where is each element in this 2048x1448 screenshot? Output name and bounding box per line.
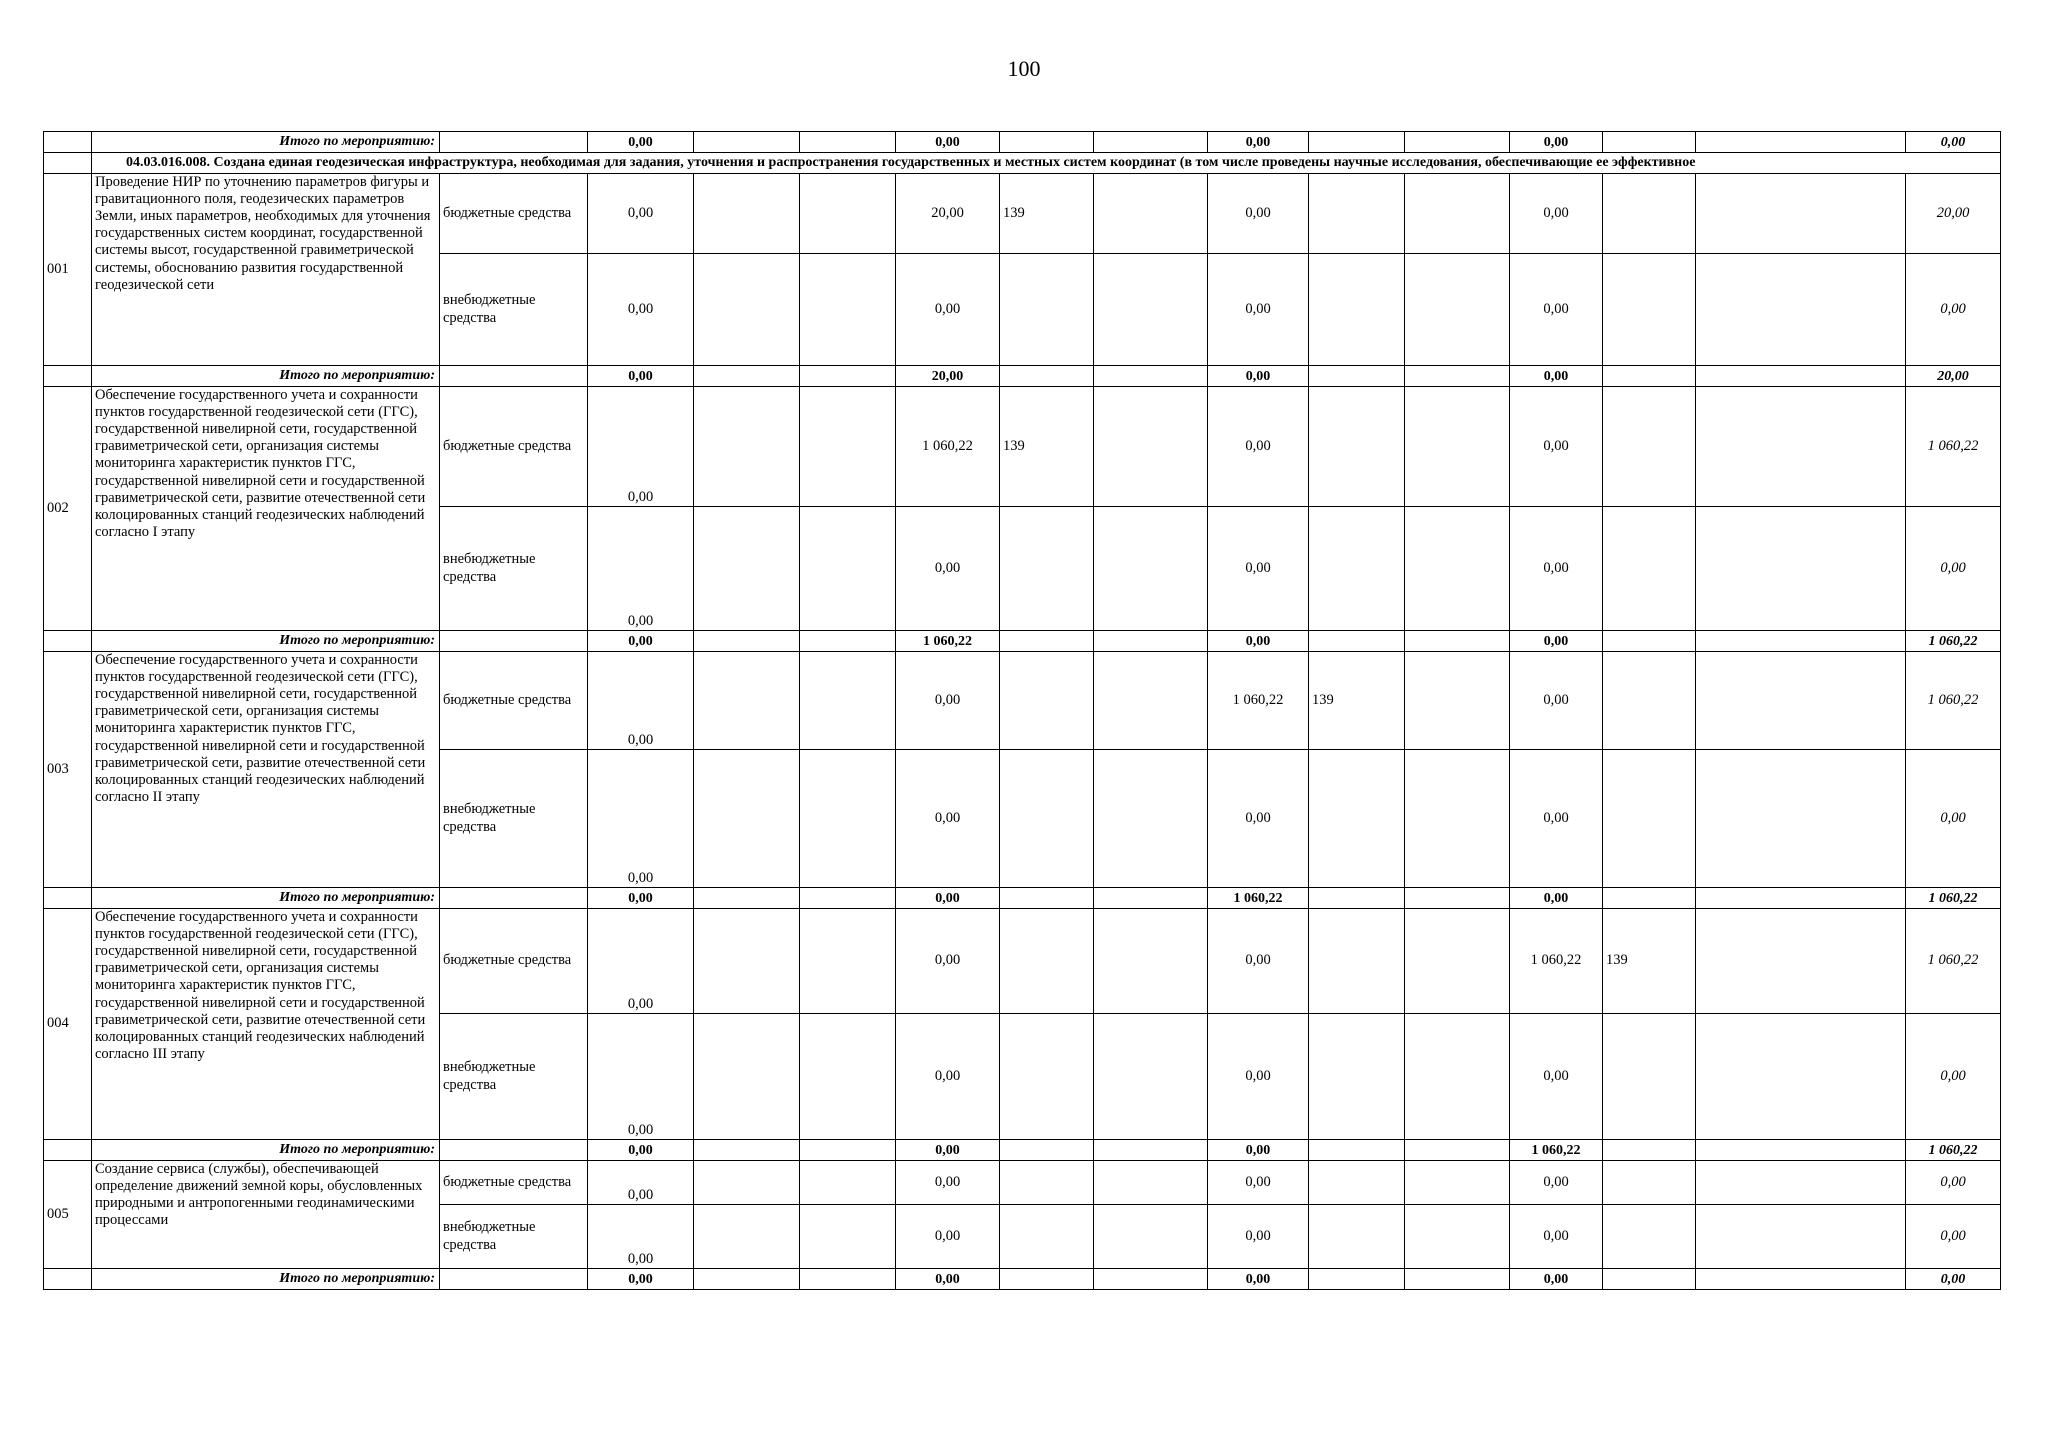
- year4-code: [1603, 507, 1696, 631]
- empty-cell: [1696, 1014, 1906, 1140]
- empty-cell: [1094, 174, 1208, 254]
- year3-value: 0,00: [1208, 387, 1309, 507]
- empty-cell: [1603, 1140, 1696, 1161]
- event-description: Обеспечение государственного учета и сохранности пунктов государственной геодезической сети (ГГС), государственной нивелирной сети, государственной гравиметрической сети, организация системы мониторинга характеристик пунктов ГГС, государственной нивелирной сети и государственной гравиметрической сети, развитие отечественной сети колоцированных станций геодезических наблюдений согласно II этапу: [92, 652, 440, 888]
- total-label: Итого по мероприятию:: [92, 366, 440, 387]
- empty-cell: [1000, 888, 1094, 909]
- empty-cell: [1696, 631, 1906, 652]
- year4-code: [1603, 387, 1696, 507]
- empty-cell: [1696, 507, 1906, 631]
- empty-cell: [1094, 1140, 1208, 1161]
- year3-value: 0,00: [1208, 909, 1309, 1014]
- total-value: 0,00: [1208, 631, 1309, 652]
- empty-cell: [1094, 387, 1208, 507]
- empty-cell: [1094, 1014, 1208, 1140]
- empty-cell: [694, 1140, 800, 1161]
- empty-cell: [1405, 387, 1510, 507]
- empty-cell: [1094, 507, 1208, 631]
- index-cell: [44, 1269, 92, 1290]
- year4-code: [1603, 1205, 1696, 1269]
- year2-code: [1000, 652, 1094, 750]
- empty-cell: [1603, 1269, 1696, 1290]
- year2-code: [1000, 507, 1094, 631]
- empty-cell: [694, 174, 800, 254]
- empty-cell: [1000, 132, 1094, 153]
- year3-value: 0,00: [1208, 1161, 1309, 1205]
- total-sum-value: 20,00: [1906, 174, 2001, 254]
- empty-cell: [1405, 631, 1510, 652]
- total-value: 0,00: [1510, 366, 1603, 387]
- empty-cell: [694, 254, 800, 366]
- empty-cell: [694, 631, 800, 652]
- empty-cell: [1696, 888, 1906, 909]
- empty-cell: [1309, 631, 1405, 652]
- budget-row: [44, 652, 2001, 750]
- event-number: 004: [44, 909, 92, 1140]
- empty-cell: [694, 1269, 800, 1290]
- empty-cell: [1094, 1205, 1208, 1269]
- empty-cell: [694, 387, 800, 507]
- total-value: 0,00: [1208, 366, 1309, 387]
- empty-cell: [800, 507, 896, 631]
- year3-code: 139: [1309, 652, 1405, 750]
- year1-value: 0,00: [588, 652, 694, 750]
- total-value: 0,00: [1208, 1140, 1309, 1161]
- year3-code: [1309, 909, 1405, 1014]
- event-number: 002: [44, 387, 92, 631]
- empty-cell: [694, 652, 800, 750]
- year4-code: [1603, 652, 1696, 750]
- funding-source: внебюджетные средства: [440, 507, 588, 631]
- empty-cell: [1094, 888, 1208, 909]
- year1-value: 0,00: [588, 174, 694, 254]
- funding-source: бюджетные средства: [440, 1161, 588, 1205]
- total-sum-value: 1 060,22: [1906, 631, 2001, 652]
- empty-cell: [1000, 366, 1094, 387]
- empty-cell: [440, 1140, 588, 1161]
- empty-cell: [1000, 1269, 1094, 1290]
- year2-code: [1000, 1205, 1094, 1269]
- empty-cell: [800, 1014, 896, 1140]
- event-number: 005: [44, 1161, 92, 1269]
- year4-value: 0,00: [1510, 1014, 1603, 1140]
- total-label: Итого по мероприятию:: [92, 631, 440, 652]
- empty-cell: [800, 132, 896, 153]
- budget-row: [44, 387, 2001, 507]
- year1-value: 0,00: [588, 1014, 694, 1140]
- event-total-row: [44, 1269, 2001, 1290]
- total-sum-value: 0,00: [1906, 1205, 2001, 1269]
- total-sum-value: 0,00: [1906, 254, 2001, 366]
- empty-cell: [1405, 132, 1510, 153]
- total-sum-value: 1 060,22: [1906, 1140, 2001, 1161]
- year2-value: 20,00: [896, 174, 1000, 254]
- empty-cell: [440, 366, 588, 387]
- empty-cell: [1405, 1161, 1510, 1205]
- total-label: Итого по мероприятию:: [92, 132, 440, 153]
- total-value: 0,00: [588, 366, 694, 387]
- empty-cell: [1405, 888, 1510, 909]
- empty-cell: [1094, 254, 1208, 366]
- year2-value: 1 060,22: [896, 387, 1000, 507]
- total-value: 0,00: [896, 1140, 1000, 1161]
- empty-cell: [1094, 652, 1208, 750]
- total-sum-value: 0,00: [1906, 750, 2001, 888]
- empty-cell: [1696, 254, 1906, 366]
- year2-value: 0,00: [896, 909, 1000, 1014]
- event-description: Обеспечение государственного учета и сохранности пунктов государственной геодезической сети (ГГС), государственной нивелирной сети, государственной гравиметрической сети, организация системы мониторинга характеристик пунктов ГГС, государственной нивелирной сети и государственной гравиметрической сети, развитие отечественной сети колоцированных станций геодезических наблюдений согласно III этапу: [92, 909, 440, 1140]
- total-value: 0,00: [896, 132, 1000, 153]
- total-label: Итого по мероприятию:: [92, 1269, 440, 1290]
- year4-code: [1603, 254, 1696, 366]
- year4-value: 0,00: [1510, 750, 1603, 888]
- page-number: 100: [1007, 56, 1041, 81]
- top-total-row: [44, 132, 2001, 153]
- event-description: Создание сервиса (службы), обеспечивающей определение движений земной коры, обусловленных природными и антропогенными геодинамическими процессами: [92, 1161, 440, 1269]
- year2-value: 0,00: [896, 652, 1000, 750]
- empty-cell: [1309, 888, 1405, 909]
- empty-cell: [1000, 631, 1094, 652]
- empty-cell: [1309, 1269, 1405, 1290]
- year3-value: 0,00: [1208, 507, 1309, 631]
- total-sum-value: 1 060,22: [1906, 652, 2001, 750]
- year4-code: [1603, 1014, 1696, 1140]
- year3-code: [1309, 1205, 1405, 1269]
- empty-cell: [1405, 1205, 1510, 1269]
- empty-cell: [694, 1161, 800, 1205]
- total-value: 0,00: [1510, 888, 1603, 909]
- year3-value: 0,00: [1208, 254, 1309, 366]
- year3-code: [1309, 750, 1405, 888]
- event-description: Проведение НИР по уточнению параметров фигуры и гравитационного поля, геодезических параметров Земли, иных параметров, необходимых для уточнения государственных систем координат, государственной системы высот, государственной гравиметрической системы, обоснованию развития государственной геодезической сети: [92, 174, 440, 366]
- funding-source: бюджетные средства: [440, 174, 588, 254]
- empty-cell: [1603, 366, 1696, 387]
- index-cell: [44, 132, 92, 153]
- empty-cell: [1696, 1140, 1906, 1161]
- empty-cell: [694, 888, 800, 909]
- year3-value: 0,00: [1208, 750, 1309, 888]
- empty-cell: [800, 888, 896, 909]
- empty-cell: [1405, 652, 1510, 750]
- empty-cell: [1405, 1140, 1510, 1161]
- year2-value: 0,00: [896, 1014, 1000, 1140]
- total-value: 1 060,22: [896, 631, 1000, 652]
- year4-value: 1 060,22: [1510, 909, 1603, 1014]
- empty-cell: [1696, 652, 1906, 750]
- empty-cell: [440, 1269, 588, 1290]
- year1-value: 0,00: [588, 507, 694, 631]
- event-number: 001: [44, 174, 92, 366]
- empty-cell: [800, 909, 896, 1014]
- total-sum-value: 0,00: [1906, 1269, 2001, 1290]
- index-cell: [44, 153, 92, 174]
- funding-source: внебюджетные средства: [440, 254, 588, 366]
- empty-cell: [1696, 909, 1906, 1014]
- year1-value: 0,00: [588, 387, 694, 507]
- empty-cell: [1603, 631, 1696, 652]
- total-value: 0,00: [588, 1140, 694, 1161]
- index-cell: [44, 888, 92, 909]
- budget-row: [44, 174, 2001, 254]
- event-total-row: [44, 631, 2001, 652]
- event-number: 003: [44, 652, 92, 888]
- total-sum-value: 0,00: [1906, 132, 2001, 153]
- empty-cell: [1405, 366, 1510, 387]
- year1-value: 0,00: [588, 750, 694, 888]
- total-value: 0,00: [896, 888, 1000, 909]
- budget-row: [44, 1161, 2001, 1205]
- year1-value: 0,00: [588, 1205, 694, 1269]
- empty-cell: [1309, 132, 1405, 153]
- funding-source: бюджетные средства: [440, 909, 588, 1014]
- empty-cell: [1309, 366, 1405, 387]
- empty-cell: [800, 1161, 896, 1205]
- year3-code: [1309, 1161, 1405, 1205]
- empty-cell: [1000, 1140, 1094, 1161]
- year4-value: 0,00: [1510, 387, 1603, 507]
- empty-cell: [694, 1205, 800, 1269]
- empty-cell: [694, 1014, 800, 1140]
- empty-cell: [440, 888, 588, 909]
- year4-value: 0,00: [1510, 652, 1603, 750]
- empty-cell: [800, 750, 896, 888]
- total-value: 0,00: [588, 132, 694, 153]
- funding-source: бюджетные средства: [440, 387, 588, 507]
- total-value: 20,00: [896, 366, 1000, 387]
- year2-code: 139: [1000, 387, 1094, 507]
- funding-source: внебюджетные средства: [440, 1014, 588, 1140]
- empty-cell: [1696, 750, 1906, 888]
- empty-cell: [800, 1269, 896, 1290]
- index-cell: [44, 366, 92, 387]
- index-cell: [44, 631, 92, 652]
- empty-cell: [1603, 132, 1696, 153]
- empty-cell: [1696, 174, 1906, 254]
- total-value: 0,00: [588, 631, 694, 652]
- empty-cell: [1405, 909, 1510, 1014]
- year1-value: 0,00: [588, 1161, 694, 1205]
- empty-cell: [1094, 750, 1208, 888]
- year4-value: 0,00: [1510, 254, 1603, 366]
- year3-code: [1309, 254, 1405, 366]
- empty-cell: [1405, 750, 1510, 888]
- empty-cell: [800, 631, 896, 652]
- year4-code: [1603, 750, 1696, 888]
- empty-cell: [800, 652, 896, 750]
- empty-cell: [800, 387, 896, 507]
- empty-cell: [1696, 1205, 1906, 1269]
- budget-table: [43, 131, 2001, 1290]
- event-total-row: [44, 366, 2001, 387]
- empty-cell: [1696, 1269, 1906, 1290]
- total-sum-value: 20,00: [1906, 366, 2001, 387]
- total-sum-value: 0,00: [1906, 507, 2001, 631]
- year3-code: [1309, 174, 1405, 254]
- year2-value: 0,00: [896, 750, 1000, 888]
- empty-cell: [1405, 254, 1510, 366]
- total-sum-value: 0,00: [1906, 1014, 2001, 1140]
- index-cell: [44, 1140, 92, 1161]
- total-label: Итого по мероприятию:: [92, 1140, 440, 1161]
- empty-cell: [1405, 1014, 1510, 1140]
- year3-value: 1 060,22: [1208, 652, 1309, 750]
- total-sum-value: 1 060,22: [1906, 888, 2001, 909]
- total-value: 0,00: [588, 1269, 694, 1290]
- year1-value: 0,00: [588, 909, 694, 1014]
- total-sum-value: 1 060,22: [1906, 909, 2001, 1014]
- year4-value: 0,00: [1510, 174, 1603, 254]
- total-value: 0,00: [588, 888, 694, 909]
- empty-cell: [440, 631, 588, 652]
- empty-cell: [1696, 132, 1906, 153]
- empty-cell: [800, 254, 896, 366]
- total-value: 0,00: [896, 1269, 1000, 1290]
- empty-cell: [694, 909, 800, 1014]
- funding-source: внебюджетные средства: [440, 1205, 588, 1269]
- empty-cell: [694, 132, 800, 153]
- year4-code: [1603, 174, 1696, 254]
- year4-value: 0,00: [1510, 1205, 1603, 1269]
- empty-cell: [1094, 1269, 1208, 1290]
- event-total-row: [44, 888, 2001, 909]
- empty-cell: [1696, 366, 1906, 387]
- empty-cell: [1405, 1269, 1510, 1290]
- empty-cell: [1696, 387, 1906, 507]
- funding-source: внебюджетные средства: [440, 750, 588, 888]
- year1-value: 0,00: [588, 254, 694, 366]
- total-value: 1 060,22: [1208, 888, 1309, 909]
- year3-value: 0,00: [1208, 1205, 1309, 1269]
- year2-value: 0,00: [896, 254, 1000, 366]
- total-value: 1 060,22: [1510, 1140, 1603, 1161]
- goal-row: [44, 153, 2001, 174]
- empty-cell: [1405, 174, 1510, 254]
- year2-code: [1000, 750, 1094, 888]
- year2-code: [1000, 1161, 1094, 1205]
- empty-cell: [1696, 1161, 1906, 1205]
- year3-value: 0,00: [1208, 1014, 1309, 1140]
- total-value: 0,00: [1208, 1269, 1309, 1290]
- year2-value: 0,00: [896, 1205, 1000, 1269]
- total-value: 0,00: [1208, 132, 1309, 153]
- empty-cell: [1094, 132, 1208, 153]
- year2-code: [1000, 254, 1094, 366]
- empty-cell: [1094, 366, 1208, 387]
- total-value: 0,00: [1510, 1269, 1603, 1290]
- empty-cell: [1603, 888, 1696, 909]
- year4-value: 0,00: [1510, 1161, 1603, 1205]
- empty-cell: [1094, 1161, 1208, 1205]
- empty-cell: [1309, 1140, 1405, 1161]
- total-value: 0,00: [1510, 132, 1603, 153]
- event-description: Обеспечение государственного учета и сохранности пунктов государственной геодезической сети (ГГС), государственной нивелирной сети, государственной гравиметрической сети, организация системы мониторинга характеристик пунктов ГГС, государственной нивелирной сети и государственной гравиметрической сети, развитие отечественной сети колоцированных станций геодезических наблюдений согласно I этапу: [92, 387, 440, 631]
- empty-cell: [694, 366, 800, 387]
- event-total-row: [44, 1140, 2001, 1161]
- table-body: [44, 132, 2001, 1290]
- empty-cell: [694, 507, 800, 631]
- total-sum-value: 0,00: [1906, 1161, 2001, 1205]
- goal-title: 04.03.016.008. Создана единая геодезическая инфраструктура, необходимая для задания, уточнения и распространения государственных и местных систем координат (в том числе проведены научные исследования, обеспечивающие ее эффективное: [92, 153, 2001, 174]
- year2-code: [1000, 1014, 1094, 1140]
- year3-value: 0,00: [1208, 174, 1309, 254]
- empty-cell: [1094, 631, 1208, 652]
- empty-cell: [1094, 909, 1208, 1014]
- year4-value: 0,00: [1510, 507, 1603, 631]
- year4-code: [1603, 1161, 1696, 1205]
- total-label: Итого по мероприятию:: [92, 888, 440, 909]
- empty-cell: [800, 366, 896, 387]
- total-sum-value: 1 060,22: [1906, 387, 2001, 507]
- year2-code: [1000, 909, 1094, 1014]
- budget-row: [44, 909, 2001, 1014]
- empty-cell: [800, 1205, 896, 1269]
- empty-cell: [800, 174, 896, 254]
- funding-source: бюджетные средства: [440, 652, 588, 750]
- year4-code: 139: [1603, 909, 1696, 1014]
- empty-cell: [800, 1140, 896, 1161]
- total-value: 0,00: [1510, 631, 1603, 652]
- year2-value: 0,00: [896, 507, 1000, 631]
- year3-code: [1309, 507, 1405, 631]
- empty-cell: [694, 750, 800, 888]
- empty-cell: [440, 132, 588, 153]
- year2-value: 0,00: [896, 1161, 1000, 1205]
- year2-code: 139: [1000, 174, 1094, 254]
- year3-code: [1309, 387, 1405, 507]
- empty-cell: [1405, 507, 1510, 631]
- year3-code: [1309, 1014, 1405, 1140]
